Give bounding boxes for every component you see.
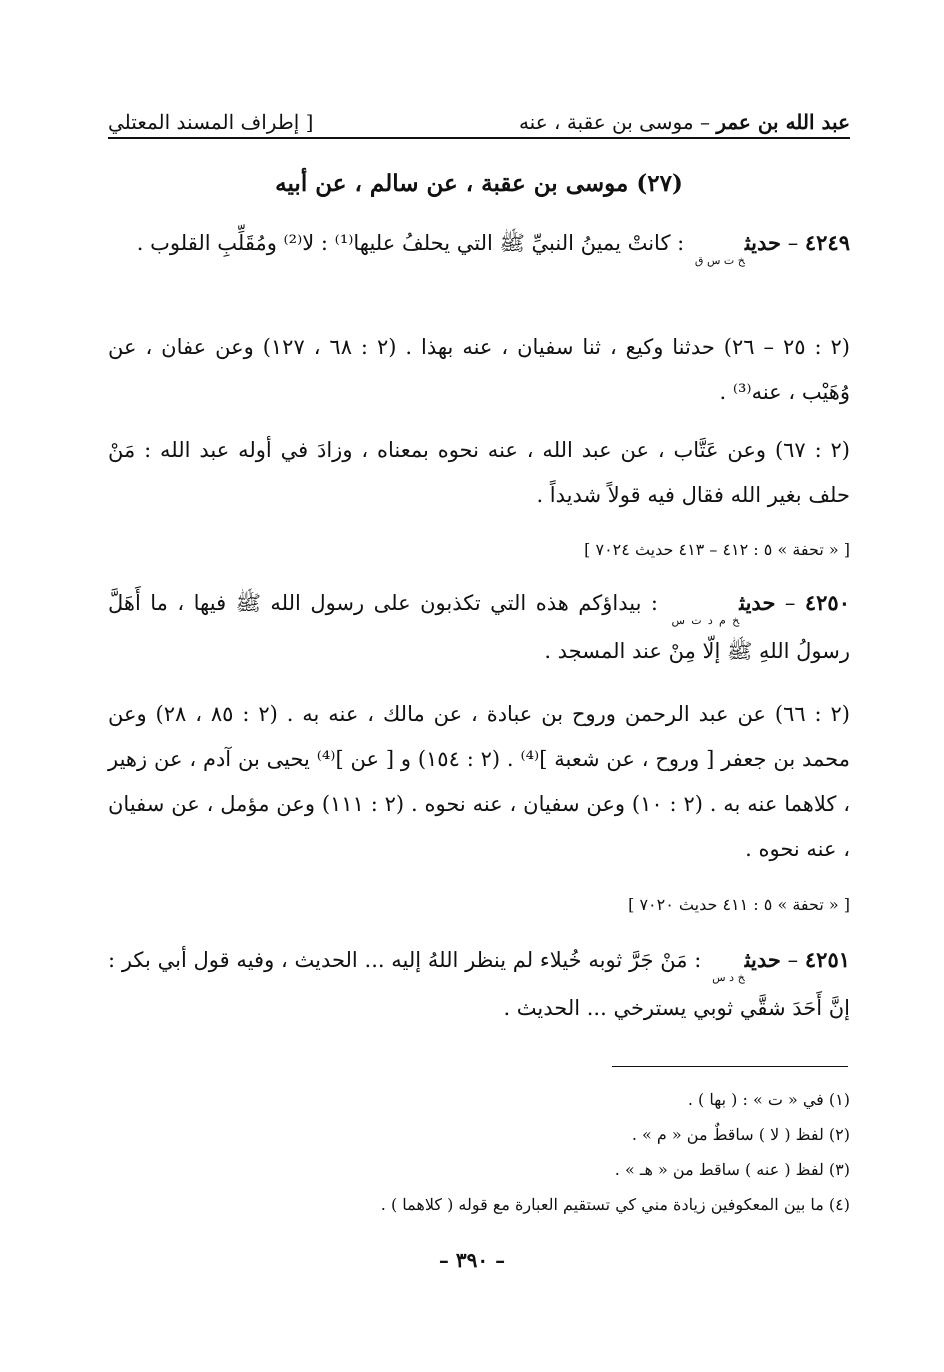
footnote: (٢) لفظ ( لا ) ساقطٌ من « م » . xyxy=(631,1125,850,1144)
header-right xyxy=(519,110,850,134)
chain-paragraph: (٢ : ٦٦) عن عبد الرحمن وروح بن عبادة ، عن مالك ، عنه به . (٢ : ٨٥ ، ٢٨) وعن محمد بن جعفر [ وروح ، عن شعبة ]⁽⁴⁾ . (٢ : ١٥٤) و [ عن ]⁽⁴⁾ يحيى بن آدم ، عن زهير ، كلاهما عنه به . (٢ : ١٠) وعن سفيان ، عنه نحوه . (٢ : ١١١) وعن مؤمل ، عن سفيان ، عنه نحوه . xyxy=(108,702,850,861)
footnote: (٣) لفظ ( عنه ) ساقط من « هـ » . xyxy=(614,1160,850,1179)
tuhfa-reference: [ « تحفة » ٥ : ٤١١ حديث ٧٠٢٠ ] xyxy=(628,895,850,914)
hadith-text: : مَنْ جَرَّ ثوبه خُيلاء لم ينظر اللهُ إليه ... الحديث ، وفيه قول أبي بكر : إنَّ أَحَدَ شقَّي ثوبي يسترخي ... الحديث . xyxy=(108,948,850,1020)
tuhfa-reference: [ « تحفة » ٥ : ٤١٢ – ٤١٣ حديث ٧٠٢٤ ] xyxy=(584,540,850,559)
header-section-rest: – موسى بن عقبة ، عنه xyxy=(518,110,717,134)
hadith-label: حديث xyxy=(744,947,781,972)
page-number: – ٣٩٠ – xyxy=(438,1248,506,1272)
footnote-divider xyxy=(612,1066,848,1067)
hadith-label: حديث xyxy=(744,230,782,255)
hadith-entry xyxy=(108,580,850,674)
running-header xyxy=(108,100,850,134)
hadith-entry xyxy=(108,937,850,1031)
footnote: (١) في « ت » : ( بها ) . xyxy=(687,1090,850,1109)
hadith-sigla: خ د س xyxy=(712,971,745,984)
chain-paragraph: (٢ : ٦٧) وعن عَتَّاب ، عن عبد الله ، عنه نحوه بمعناه ، وزادَ في أوله عبد الله : مَنْ حلف بغير الله فقال فيه قولاً شديداً . xyxy=(108,438,850,507)
hadith-dash: – xyxy=(780,948,805,972)
hadith-text: : بيداؤكم هذه التي تكذبون على رسول الله ﷺ فيها ، ما أَهَلَّ رسولُ اللهِ ﷺ إلّا مِنْ عند المسجد . xyxy=(108,591,850,663)
hadith-dash: – xyxy=(775,591,805,615)
footnote: (٤) ما بين المعكوفين زيادة مني كي تستقيم العبارة مع قوله ( كلاهما ) . xyxy=(380,1195,850,1214)
hadith-dash: – xyxy=(781,231,805,255)
hadith-number: ٤٢٥١ xyxy=(804,947,851,972)
header-divider xyxy=(108,137,850,139)
hadith-text: : كانتْ يمينُ النبيِّ ﷺ التي يحلفُ عليها⁽¹⁾ : لا⁽²⁾ ومُقَلِّبِ القلوب . xyxy=(136,231,685,255)
hadith-sigla: خ ت س ق xyxy=(694,254,745,267)
footnotes xyxy=(108,1082,850,1222)
header-section-name: عبد الله بن عمر xyxy=(716,110,850,134)
chain-paragraph: (٢ : ٢٥ – ٢٦) حدثنا وكيع ، ثنا سفيان ، عنه بهذا . (٢ : ٦٨ ، ١٢٧) وعن عفان ، عن وُهَيْب ، عنه⁽³⁾ . xyxy=(108,335,850,404)
hadith-entry xyxy=(108,220,850,269)
hadith-label: حديث xyxy=(739,590,776,615)
chapter-title: (٢٧) موسى بن عقبة ، عن سالم ، عن أبيه xyxy=(275,170,683,197)
header-book-title: [ إطراف المسند المعتلي xyxy=(108,110,314,134)
hadith-number: ٤٢٤٩ xyxy=(804,230,850,255)
hadith-sigla: خ م د ت س xyxy=(671,614,740,627)
hadith-number: ٤٢٥٠ xyxy=(804,590,850,615)
